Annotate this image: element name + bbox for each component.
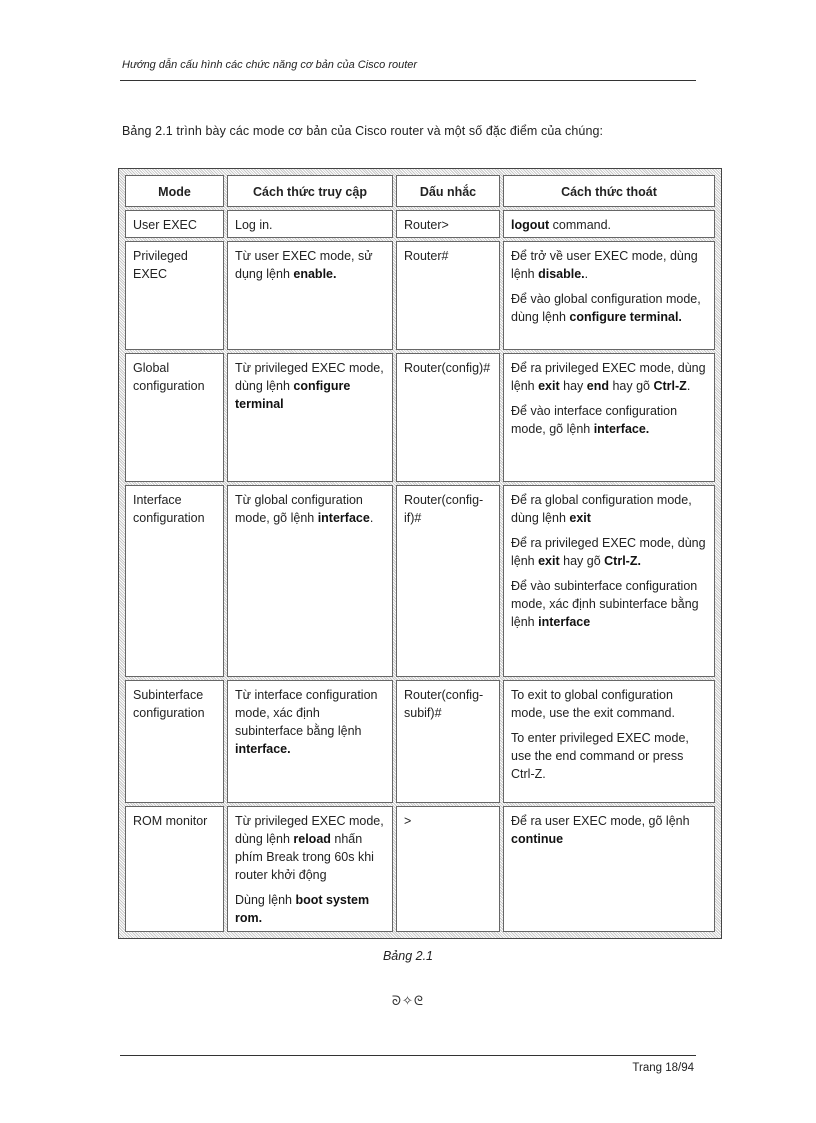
cell-text: hay gõ: [559, 553, 605, 568]
cell-paragraph: [511, 402, 707, 438]
cell-paragraph: [511, 534, 707, 570]
cell-access: [227, 241, 393, 350]
command-keyword: disable.: [538, 267, 585, 282]
command-keyword: configure terminal.: [569, 310, 682, 325]
command-keyword: Ctrl-Z: [653, 379, 687, 394]
cell-paragraph: [511, 216, 707, 234]
cell-text: Dùng lệnh: [235, 892, 296, 907]
cell-access: [227, 680, 393, 803]
cell-prompt: Router#: [396, 241, 500, 350]
header-exit: Cách thức thoát: [503, 175, 715, 207]
cell-text: .: [686, 379, 691, 394]
table-row: [125, 485, 715, 677]
cell-mode: Subinterface configuration: [125, 680, 224, 803]
command-keyword: Ctrl-Z.: [604, 553, 641, 568]
command-keyword: end: [586, 379, 609, 394]
cell-text: hay: [559, 379, 587, 394]
table-row: [125, 210, 715, 238]
running-header: Hướng dẫn cấu hình các chức năng cơ bản của Cisco router: [122, 59, 418, 71]
modes-table: [122, 172, 718, 935]
cell-paragraph: [235, 247, 385, 283]
cell-exit: [503, 210, 715, 238]
cell-text: Để ra global configuration mode, dùng lệnh: [511, 492, 692, 525]
header-rule: [120, 80, 696, 81]
cell-text: Từ privileged EXEC mode, dùng lệnh: [235, 813, 384, 846]
cell-text: Log in.: [235, 218, 273, 232]
table-row: [125, 806, 715, 932]
table-row: [125, 680, 715, 803]
command-keyword: continue: [511, 831, 564, 846]
command-keyword: exit: [569, 510, 591, 525]
cell-text: Từ interface configuration mode, xác định subinterface bằng lệnh: [235, 687, 378, 738]
intro-paragraph: Bảng 2.1 trình bày các mode cơ bản của Cisco router và một số đặc điểm của chúng:: [122, 124, 604, 138]
cell-text: Để vào global configuration mode, dùng lệnh: [511, 292, 701, 325]
cell-paragraph: [511, 247, 707, 283]
command-keyword: logout: [511, 218, 550, 232]
cell-text: Để ra privileged EXEC mode, dùng lệnh: [511, 535, 706, 568]
command-keyword: enable.: [293, 267, 337, 282]
cell-prompt: Router(config-subif)#: [396, 680, 500, 803]
cell-text: nhấn phím Break trong 60s khi router khởi động: [235, 831, 374, 882]
table-row: [125, 353, 715, 481]
cell-text: command.: [549, 218, 612, 232]
table-caption: Bảng 2.1: [382, 949, 434, 963]
cell-text: Để vào subinterface configuration mode, xác định subinterface bằng lệnh: [511, 578, 699, 629]
header-mode: Mode: [125, 175, 224, 207]
cell-text: To exit to global configuration mode, use the exit command.: [511, 687, 675, 720]
cell-text: Để vào interface configuration mode, gõ lệnh: [511, 404, 678, 437]
command-keyword: configure terminal: [235, 379, 351, 412]
cell-paragraph: [511, 491, 707, 527]
cell-text: Để ra privileged EXEC mode, dùng lệnh: [511, 361, 706, 394]
cell-prompt: Router(config)#: [396, 353, 500, 481]
cell-access: [227, 210, 393, 238]
cell-paragraph: [235, 686, 385, 758]
cell-mode: User EXEC: [125, 210, 224, 238]
footer-rule: [120, 1055, 696, 1056]
cell-text: .: [369, 510, 374, 525]
header-access: Cách thức truy cập: [227, 175, 393, 207]
cell-access: [227, 353, 393, 481]
cell-prompt: >: [396, 806, 500, 932]
command-keyword: interface: [538, 614, 591, 629]
cell-exit: [503, 680, 715, 803]
cell-access: [227, 806, 393, 932]
command-keyword: interface.: [235, 741, 291, 756]
cell-paragraph: [511, 577, 707, 631]
table-header-row: [125, 175, 715, 207]
cell-paragraph: [235, 359, 385, 413]
cell-paragraph: [235, 491, 385, 527]
cell-paragraph: [235, 812, 385, 884]
cell-exit: [503, 485, 715, 677]
modes-table-frame: [118, 168, 722, 939]
cell-text: Từ privileged EXEC mode, dùng lệnh: [235, 361, 384, 394]
cell-prompt: Router>: [396, 210, 500, 238]
command-keyword: boot system rom.: [235, 892, 370, 925]
cell-exit: [503, 353, 715, 481]
cell-text: Để ra user EXEC mode, gõ lệnh: [511, 813, 690, 828]
cell-paragraph: [235, 891, 385, 927]
cell-exit: [503, 806, 715, 932]
cell-mode: ROM monitor: [125, 806, 224, 932]
cell-text: .: [584, 267, 589, 282]
cell-access: [227, 485, 393, 677]
cell-paragraph: [511, 812, 707, 848]
cell-mode: Interface configuration: [125, 485, 224, 677]
cell-text: Để trở về user EXEC mode, dùng lệnh: [511, 249, 698, 282]
cell-prompt: Router(config-if)#: [396, 485, 500, 677]
cell-paragraph: [511, 686, 707, 722]
cell-text: Từ global configuration mode, gõ lệnh: [235, 492, 363, 525]
command-keyword: interface: [317, 510, 370, 525]
command-keyword: reload: [293, 831, 331, 846]
ornament-divider: ᘐ✧ᘓ: [391, 993, 425, 1008]
cell-paragraph: [511, 359, 707, 395]
command-keyword: exit: [538, 379, 560, 394]
cell-mode: Global configuration: [125, 353, 224, 481]
cell-text: To enter privileged EXEC mode, use the end command or press Ctrl-Z.: [511, 730, 689, 781]
cell-mode: Privileged EXEC: [125, 241, 224, 350]
cell-paragraph: [235, 216, 385, 234]
header-prompt: Dấu nhắc: [396, 175, 500, 207]
command-keyword: exit: [538, 553, 560, 568]
command-keyword: interface.: [593, 422, 650, 437]
cell-text: Từ user EXEC mode, sử dụng lệnh: [235, 249, 373, 282]
table-row: [125, 241, 715, 350]
cell-text: hay gõ: [609, 379, 654, 394]
page-number: Trang 18/94: [632, 1062, 694, 1074]
cell-paragraph: [511, 729, 707, 783]
cell-exit: [503, 241, 715, 350]
cell-paragraph: [511, 290, 707, 326]
